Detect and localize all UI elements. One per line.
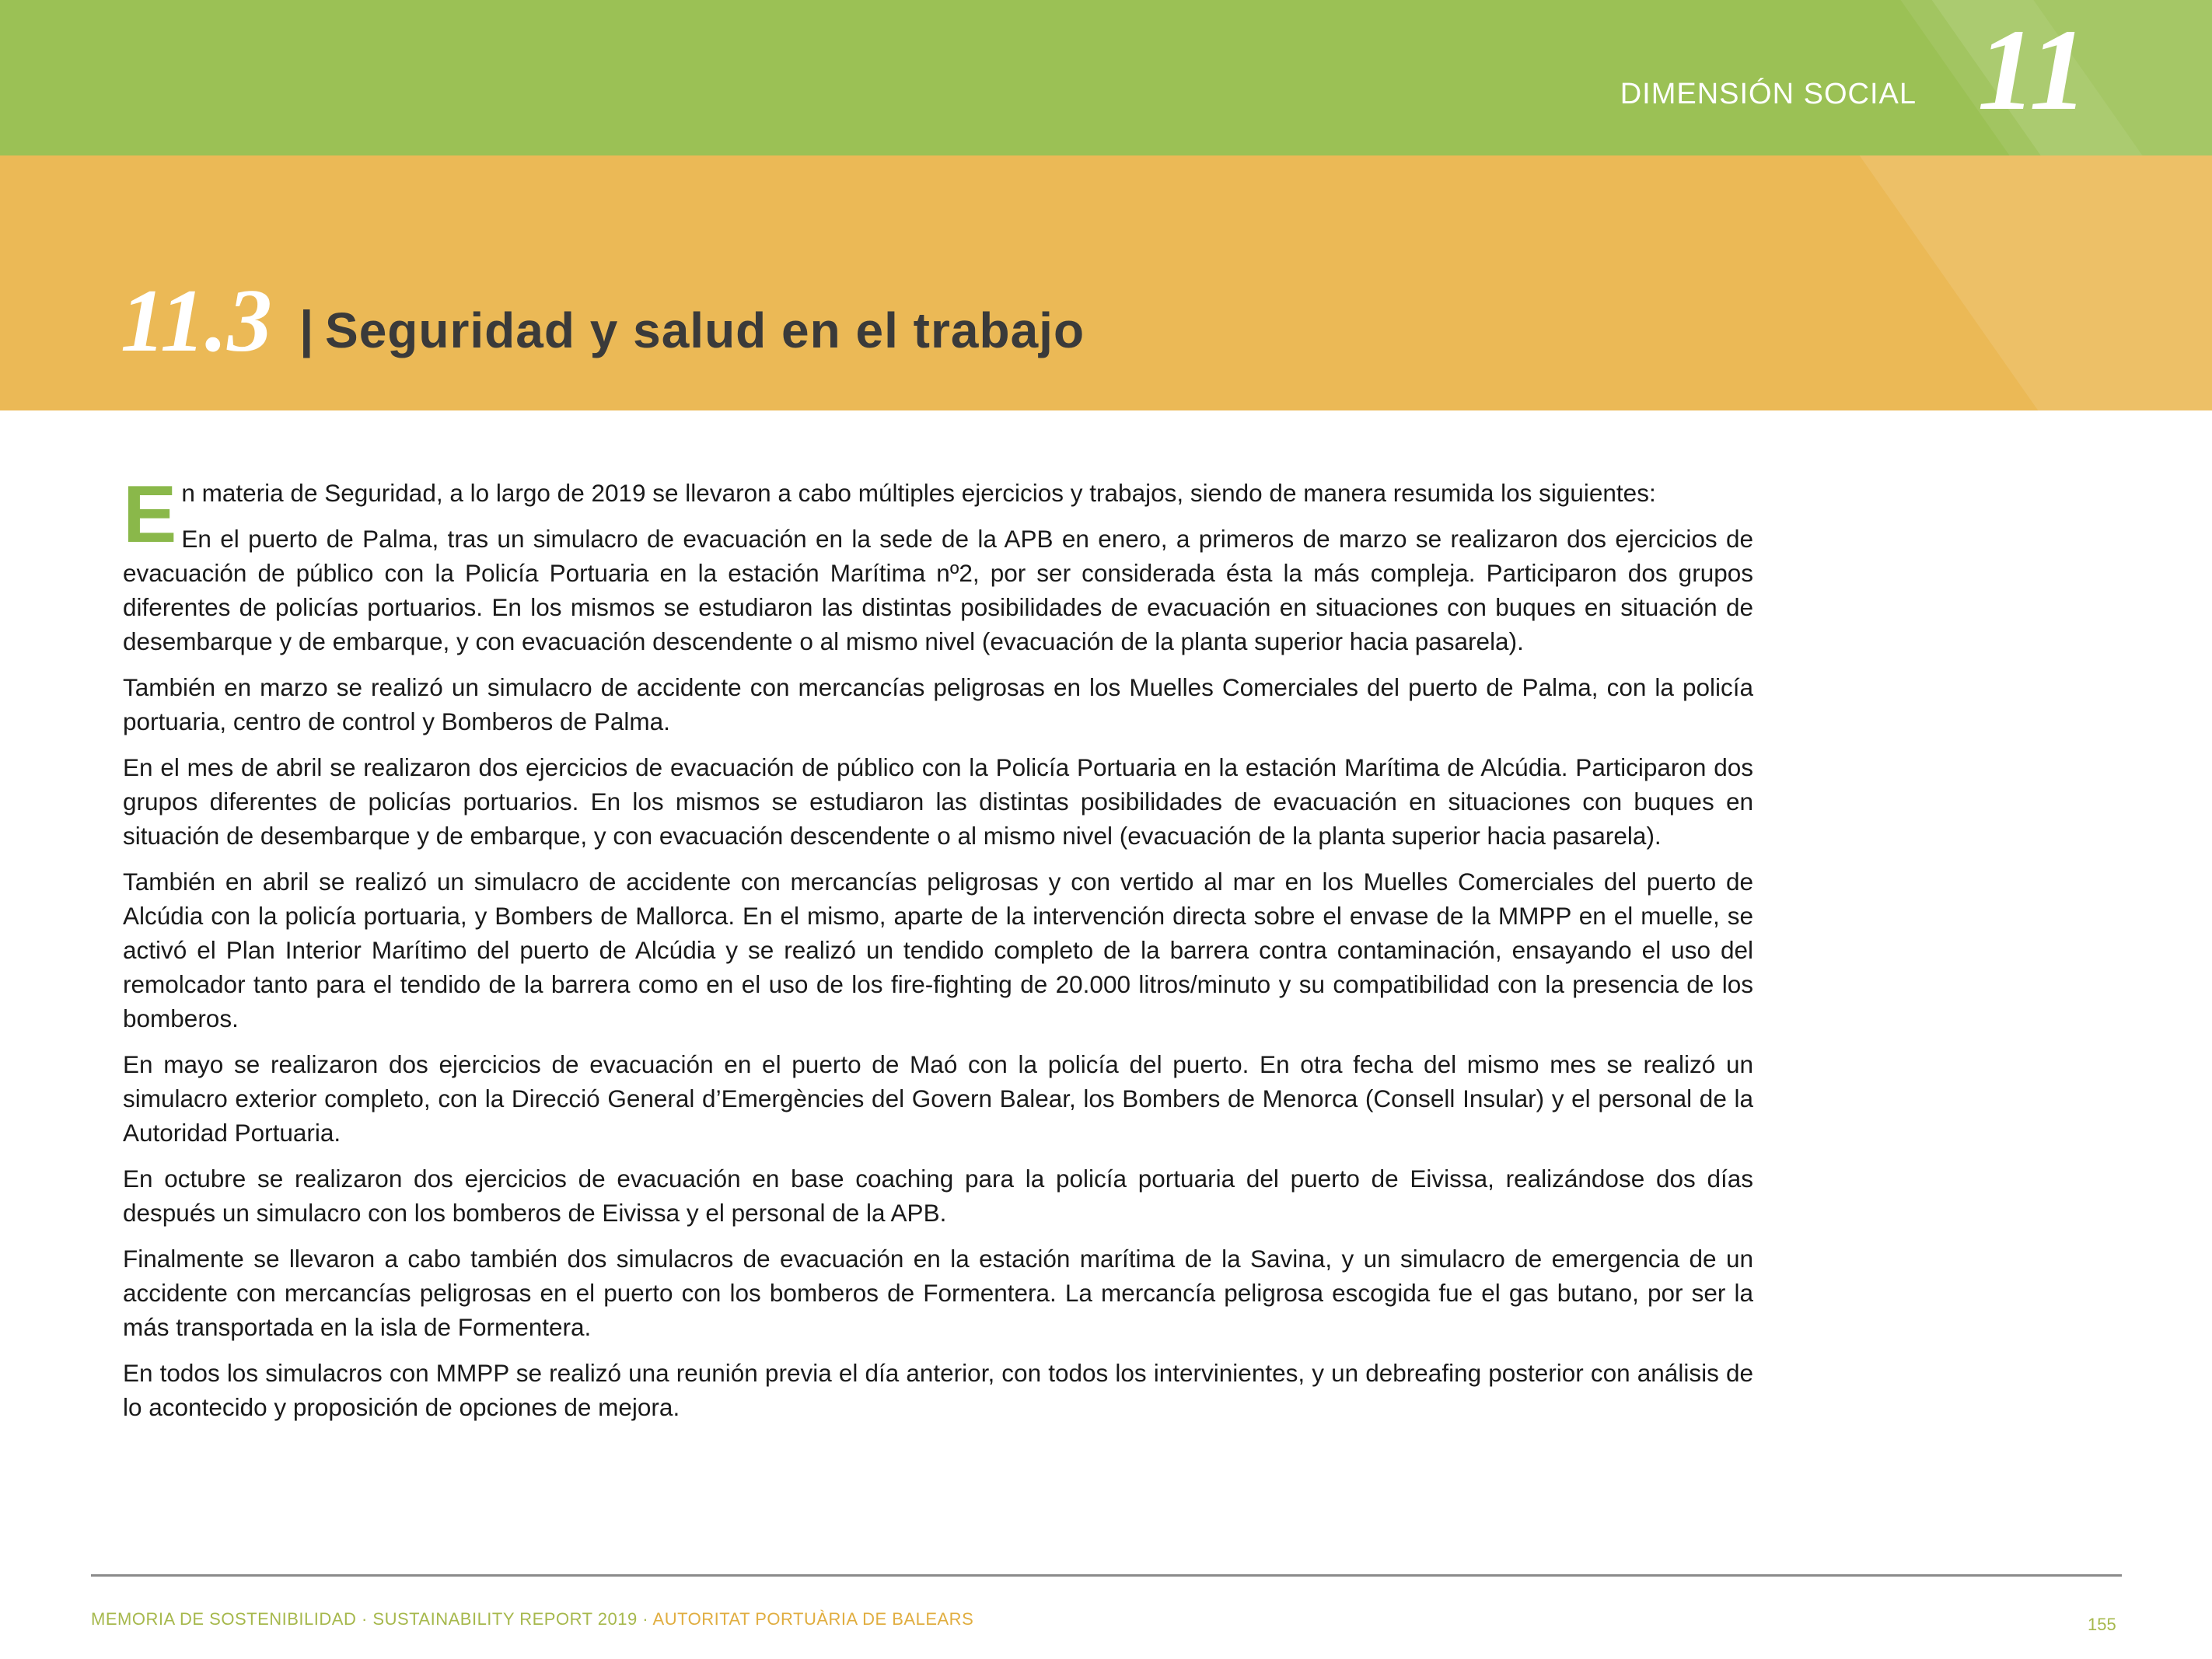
section-label: DIMENSIÓN SOCIAL: [1620, 78, 1917, 110]
paragraph: En mayo se realizaron dos ejercicios de evacuación en el puerto de Maó con la policía del puerto. En otra fecha del mismo mes se realizó un simulacro exterior completo, con la Direcció General d’Emergències del Govern Balear, los Bombers de Menorca (Consell Insular) y el personal de la Autoridad Portuaria.: [123, 1050, 1753, 1147]
paragraph: En octubre se realizaron dos ejercicios de evacuación en base coaching para la policía portuaria del puerto de Eivissa, realizándose dos días después un simulacro con los bomberos de Eivissa y el personal de la APB.: [123, 1165, 1753, 1227]
title-separator: |: [299, 300, 314, 358]
paragraph: En el puerto de Palma, tras un simulacro de evacuación en la sede de la APB en enero, a primeros de marzo se realizaron dos ejercicios de evacuación de público con la Policía Portuaria en la estación Marítima nº2, por ser considerada ésta la más compleja. Participaron dos grupos diferentes de policías portuarios. En los mismos se estudiaron las distintas posibilidades de evacuación en situaciones con buques en situación de desembarque y de embarque, y con evacuación descendente o al mismo nivel (evacuación de la planta superior hacia pasarela).: [123, 525, 1753, 655]
footer: [91, 1609, 973, 1629]
title-band: [0, 155, 2212, 410]
intro-paragraph: [123, 470, 1753, 560]
header-band: [0, 0, 2212, 155]
footer-organization: AUTORITAT PORTUÀRIA DE BALEARS: [652, 1609, 974, 1629]
chapter-number: 11: [1977, 5, 2088, 134]
page-title: Seguridad y salud en el trabajo: [325, 302, 1085, 358]
section-number: 11.3: [121, 271, 272, 370]
footer-report-title: MEMORIA DE SOSTENIBILIDAD · SUSTAINABILITY REPORT 2019 ·: [91, 1609, 653, 1629]
paragraph: También en marzo se realizó un simulacro de accidente con mercancías peligrosas en los Muelles Comerciales del puerto de Palma, con la policía portuaria, centro de control y Bomberos de Palma.: [123, 673, 1753, 735]
page-number: 155: [2088, 1615, 2116, 1634]
paragraph: En el mes de abril se realizaron dos ejercicios de evacuación de público con la Policía Portuaria en la estación Marítima de Alcúdia. Participaron dos grupos diferentes de policías portuarios. En los mismos se estudiaron las distintas posibilidades de evacuación en situaciones con buques en situación de desembarque y de embarque, y con evacuación descendente o al mismo nivel (evacuación de la planta superior hacia pasarela).: [123, 753, 1753, 850]
paragraph: Finalmente se llevaron a cabo también dos simulacros de evacuación en la estación marítima de la Savina, y un simulacro de emergencia de un accidente con mercancías peligrosas en el puerto con los bomberos de Formentera. La mercancía peligrosa escogida fue el gas butano, por ser la más transportada en la isla de Formentera.: [123, 1245, 1753, 1341]
paragraph: También en abril se realizó un simulacro de accidente con mercancías peligrosas y con vertido al mar en los Muelles Comerciales del puerto de Alcúdia con la policía portuaria, y Bombers de Mallorca. En el mismo, aparte de la intervención directa sobre el envase de la MMPP en el muelle, se activó el Plan Interior Marítimo del puerto de Alcúdia y se realizó un tendido completo de la barrera contra contaminación, ensayando el uso del remolcador tanto para el tendido de la barrera como en el uso de los fire-fighting de 20.000 litros/minuto y su compatibilidad con la presencia de los bomberos.: [123, 868, 1753, 1032]
footer-divider: [91, 1574, 2122, 1577]
title-decor-stripe: [1839, 155, 2212, 410]
body-text: [123, 470, 1753, 1436]
drop-cap: E: [123, 470, 177, 560]
intro-text: n materia de Seguridad, a lo largo de 2019 se llevaron a cabo múltiples ejercicios y trabajos, siendo de manera resumida los siguientes:: [181, 479, 1656, 507]
paragraph: En todos los simulacros con MMPP se realizó una reunión previa el día anterior, con todos los intervinientes, y un debreafing posterior con análisis de lo acontecido y proposición de opciones de mejora.: [123, 1359, 1753, 1421]
